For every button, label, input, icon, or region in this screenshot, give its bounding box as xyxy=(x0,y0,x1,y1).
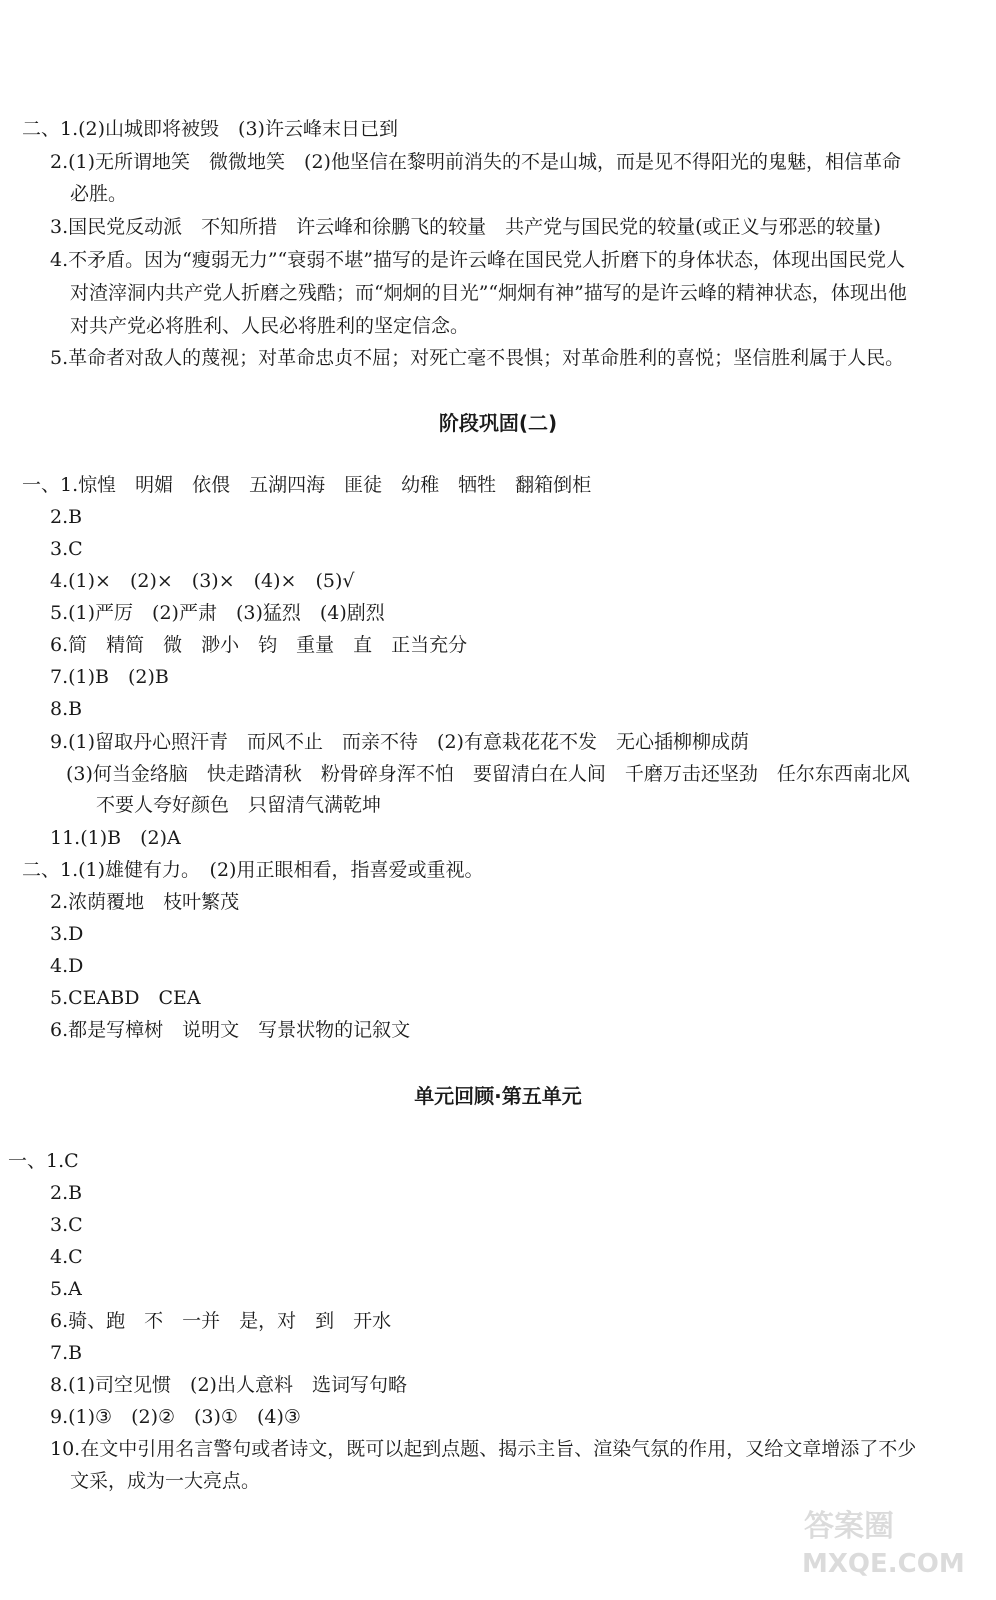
answer-line: 11.(1)B (2)A xyxy=(50,827,181,849)
answer-line: 7.(1)B (2)B xyxy=(50,666,169,688)
answer-line: 对渣滓洞内共产党人折磨之残酷；而“炯炯的目光”“炯炯有神”描写的是许云峰的精神状态，体现出他 xyxy=(70,282,907,304)
answer-line: 9.(1)留取丹心照汗青 而风不止 而亲不待 (2)有意栽花花不发 无心插柳柳成荫 xyxy=(50,731,749,753)
answer-line: 4.不矛盾。因为“瘦弱无力”“衰弱不堪”描写的是许云峰在国民党人折磨下的身体状态，体现出国民党人 xyxy=(50,249,905,271)
answer-line: 5.A xyxy=(50,1278,82,1300)
answer-line: 对共产党必将胜利、人民必将胜利的坚定信念。 xyxy=(70,315,470,337)
watermark-bottom-text: MXQE.COM xyxy=(802,1549,965,1579)
answer-line: 9.(1)③ (2)② (3)① (4)③ xyxy=(50,1406,301,1428)
answer-line: 2.B xyxy=(50,506,83,528)
answer-line: 3.C xyxy=(50,1214,83,1236)
answer-line: 4.C xyxy=(50,1246,83,1268)
answer-line: 二、1.(1)雄健有力。 (2)用正眼相看，指喜爱或重视。 xyxy=(22,859,484,881)
section-title: 单元回顾·第五单元 xyxy=(414,1084,582,1108)
answer-line: 3.C xyxy=(50,538,83,560)
answer-line: 8.B xyxy=(50,698,83,720)
answer-line: 2.B xyxy=(50,1182,83,1204)
answer-line: 4.(1)× (2)× (3)× (4)× (5)√ xyxy=(50,570,355,592)
answer-line: 6.简 精简 微 渺小 钧 重量 直 正当充分 xyxy=(50,634,468,656)
answer-line: 5.革命者对敌人的蔑视；对革命忠贞不屈；对死亡毫不畏惧；对革命胜利的喜悦；坚信胜利属于人民。 xyxy=(50,347,905,369)
answer-line: 3.国民党反动派 不知所措 许云峰和徐鹏飞的较量 共产党与国民党的较量(或正义与邪恶的较量) xyxy=(50,216,881,238)
answer-line: 6.都是写樟树 说明文 写景状物的记叙文 xyxy=(50,1019,411,1041)
answer-line: 不要人夸好颜色 只留清气满乾坤 xyxy=(96,794,382,816)
answer-line: (3)何当金络脑 快走踏清秋 粉骨碎身浑不怕 要留清白在人间 千磨万击还坚劲 任尔东西南北风 xyxy=(66,763,910,785)
answer-line: 5.CEABD CEA xyxy=(50,987,201,1009)
answer-line: 4.D xyxy=(50,955,84,977)
answer-line: 2.(1)无所谓地笑 微微地笑 (2)他坚信在黎明前消失的不是山城，而是见不得阳光的鬼魅，相信革命 xyxy=(50,151,901,173)
answer-line: 8.(1)司空见惯 (2)出人意料 选词写句略 xyxy=(50,1374,407,1396)
answer-line: 10.在文中引用名言警句或者诗文，既可以起到点题、揭示主旨、渲染气氛的作用，又给文章增添了不少 xyxy=(50,1438,917,1460)
answer-line: 2.浓荫覆地 枝叶繁茂 xyxy=(50,891,240,913)
answer-line: 文采，成为一大亮点。 xyxy=(70,1470,261,1492)
watermark-top-text: 答案圈 xyxy=(804,1509,894,1544)
watermark-logo xyxy=(798,1500,968,1580)
answer-line: 一、1.惊惶 明媚 依偎 五湖四海 匪徒 幼稚 牺牲 翻箱倒柜 xyxy=(22,474,592,496)
answer-line: 二、1.(2)山城即将被毁 (3)许云峰末日已到 xyxy=(22,118,398,140)
answer-line: 必胜。 xyxy=(70,183,128,205)
answer-line: 7.B xyxy=(50,1342,83,1364)
answer-line: 5.(1)严厉 (2)严肃 (3)猛烈 (4)剧烈 xyxy=(50,602,385,624)
answer-line: 6.骑、跑 不 一并 是，对 到 开水 xyxy=(50,1310,392,1332)
answer-line: 一、1.C xyxy=(8,1150,79,1172)
section-title: 阶段巩固(二) xyxy=(438,411,558,435)
answer-line: 3.D xyxy=(50,923,84,945)
